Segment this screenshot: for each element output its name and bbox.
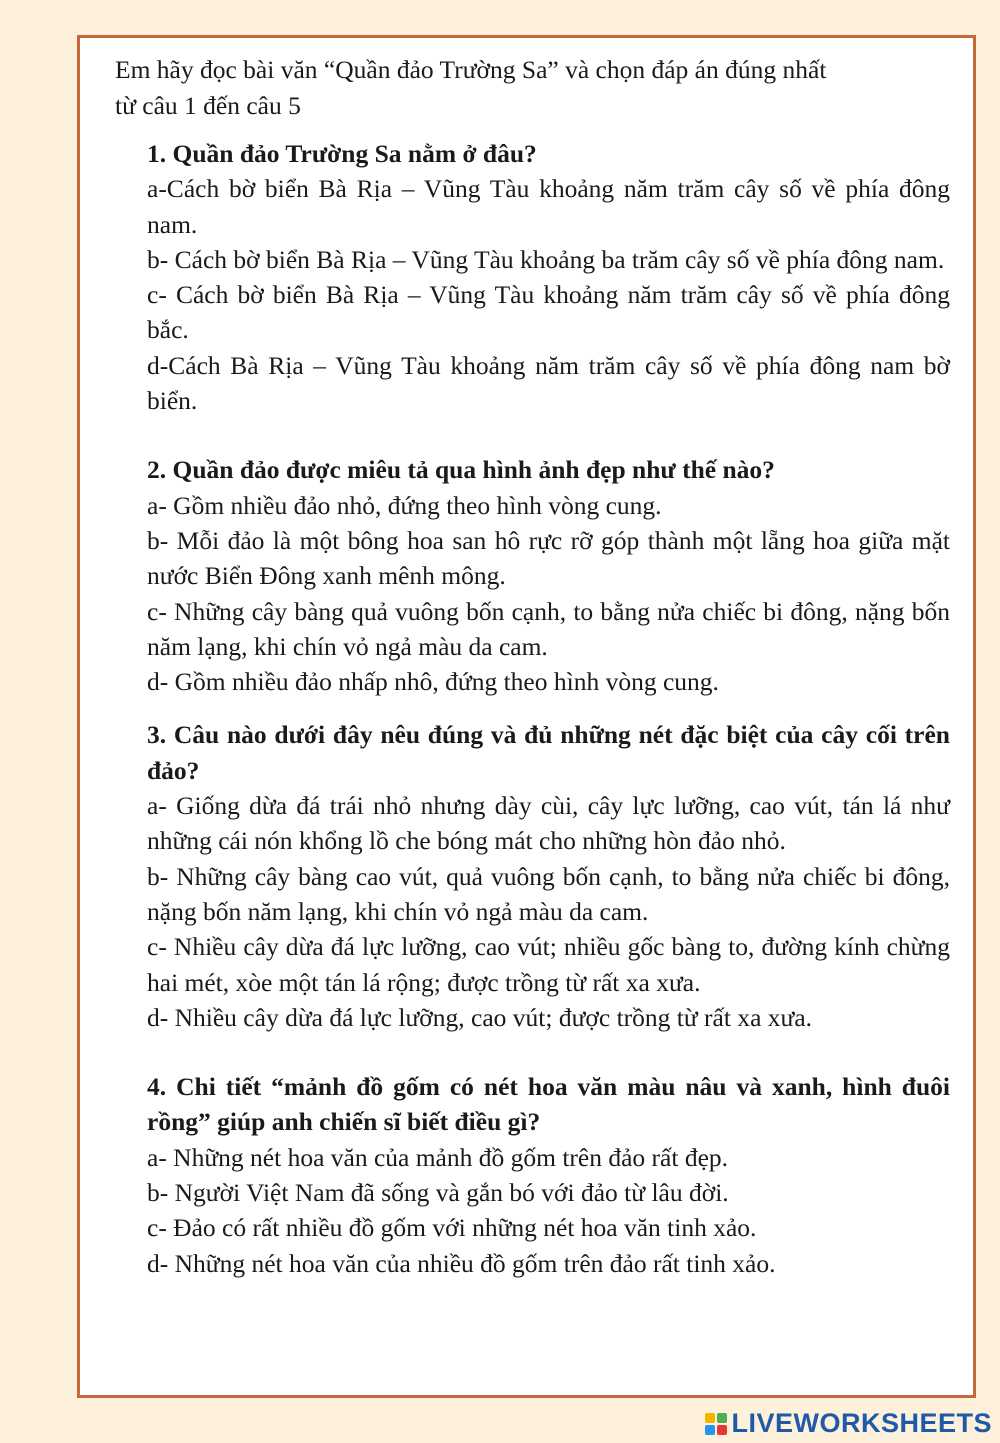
question-4 [147, 1069, 950, 1281]
option-b: b- Những cây bàng cao vút, quả vuông bốn cạnh, to bằng nửa chiếc bi đông, nặng bốn năm lạng, khi chín vỏ ngả màu da cam. [147, 861, 950, 926]
option-b: b- Mỗi đảo là một bông hoa san hô rực rỡ góp thành một lẵng hoa giữa mặt nước Biển Đông xanh mênh mông. [147, 525, 950, 591]
question-1 [147, 136, 950, 418]
option-b: b- Người Việt Nam đã sống và gắn bó với đảo từ lâu đời. [147, 1178, 729, 1208]
question-title: 1. Quần đảo Trường Sa nằm ở đâu? [147, 139, 537, 168]
question-title: 2. Quần đảo được miêu tả qua hình ảnh đẹp như thế nào? [147, 455, 775, 485]
option-c: c- Cách bờ biển Bà Rịa – Vũng Tàu khoảng năm trăm cây số về phía đông bắc. [147, 280, 950, 345]
liveworksheets-wordmark: LIVEWORKSHEETS [731, 1408, 992, 1438]
instructions [115, 52, 945, 124]
option-a: a- Gồm nhiều đảo nhỏ, đứng theo hình vòng cung. [147, 490, 662, 520]
option-c: c- Những cây bàng quả vuông bốn cạnh, to bằng nửa chiếc bi đông, nặng bốn năm lạng, khi chín vỏ ngả màu da cam. [147, 596, 950, 661]
liveworksheets-icon [705, 1413, 727, 1435]
option-c: c- Nhiều cây dừa đá lực lưỡng, cao vút; nhiều gốc bàng to, đường kính chừng hai mét, xòe một tán lá rộng; được trồng từ rất xa xưa. [147, 932, 950, 997]
option-d: d- Nhiều cây dừa đá lực lưỡng, cao vút; được trồng từ rất xa xưa. [147, 1002, 813, 1032]
option-a: a-Cách bờ biển Bà Rịa – Vũng Tàu khoảng năm trăm cây số về phía đông nam. [147, 174, 950, 239]
option-a: a- Những nét hoa văn của mảnh đồ gốm trên đảo rất đẹp. [147, 1142, 729, 1172]
option-d: d- Những nét hoa văn của nhiều đồ gốm trên đảo rất tinh xảo. [147, 1248, 776, 1278]
instructions-line-1: Em hãy đọc bài văn “Quần đảo Trường Sa” và chọn đáp án đúng nhất [115, 55, 827, 84]
liveworksheets-logo[interactable] [705, 1408, 992, 1439]
option-d: d-Cách Bà Rịa – Vũng Tàu khoảng năm trăm cây số về phía đông nam bờ biển. [147, 350, 950, 416]
instructions-line-2: từ câu 1 đến câu 5 [115, 91, 301, 120]
question-2 [147, 452, 950, 699]
question-title: 3. Câu nào dưới đây nêu đúng và đủ những nét đặc biệt của cây cối trên đảo? [147, 720, 950, 785]
question-list [147, 136, 950, 1315]
option-d: d- Gồm nhiều đảo nhấp nhô, đứng theo hình vòng cung. [147, 667, 719, 697]
question-3 [147, 717, 950, 1035]
option-c: c- Đảo có rất nhiều đồ gốm với những nét hoa văn tinh xảo. [147, 1213, 757, 1243]
question-title: 4. Chi tiết “mảnh đồ gốm có nét hoa văn màu nâu và xanh, hình đuôi rồng” giúp anh chiến sĩ biết điều gì? [147, 1072, 950, 1137]
worksheet-card [77, 35, 976, 1398]
option-a: a- Giống dừa đá trái nhỏ nhưng dày cùi, cây lực lưỡng, cao vút, tán lá như những cái nón khổng lồ che bóng mát cho những hòn đảo nhỏ. [147, 791, 950, 856]
option-b: b- Cách bờ biển Bà Rịa – Vũng Tàu khoảng ba trăm cây số về phía đông nam. [147, 244, 945, 274]
